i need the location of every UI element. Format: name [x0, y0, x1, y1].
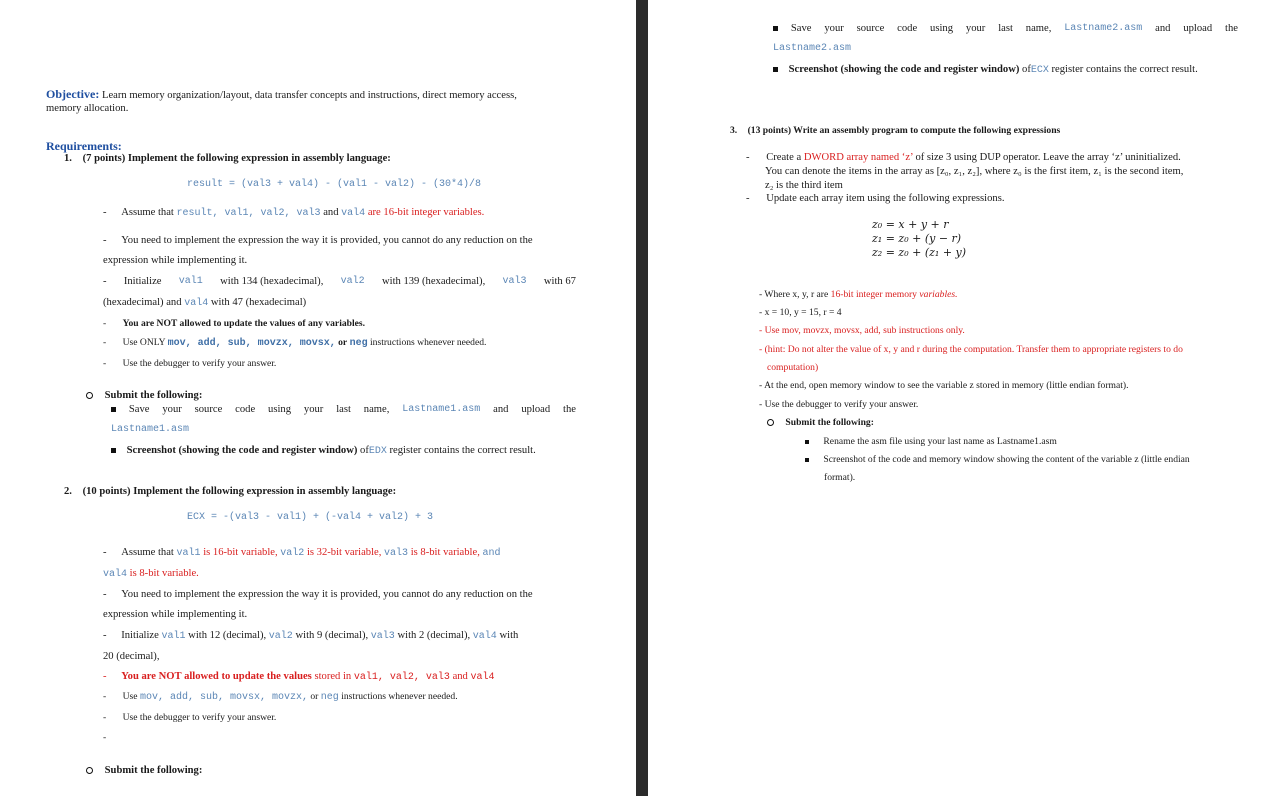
- q3-eq-3: z₂ = z₀ + (z₁ + y): [872, 246, 967, 259]
- q2-b3-t2: with 9 (decimal),: [295, 630, 369, 641]
- q2-expression: ECX = -(val3 - val1) + (-val4 + val2) + 3: [187, 512, 434, 523]
- dash-icon: -: [103, 318, 107, 329]
- q3-title: [730, 125, 1060, 137]
- q1-s1-w4: code: [235, 404, 256, 415]
- q3-bullet-1: [746, 151, 1181, 164]
- q1-b5-post: instructions whenever needed.: [370, 337, 487, 348]
- q2-b4-code: val1, val2, val3: [353, 672, 450, 683]
- q2-b3-t3: with 2 (decimal),: [397, 630, 471, 641]
- q2-bullet-1: [103, 546, 501, 560]
- q1-s1-file: Lastname1.asm: [402, 404, 481, 415]
- q3-s1: Rename the asm file using your last name as Lastname1.asm: [823, 436, 1057, 447]
- q1-s1-w8: name,: [363, 404, 390, 415]
- q1-b3-c2: val2: [340, 276, 365, 287]
- dash-icon: -: [746, 193, 750, 204]
- q2-s2-bold: Screenshot (showing the code and register window): [788, 64, 1020, 75]
- dash-icon: -: [746, 152, 750, 163]
- q1-b1-code2: val4: [341, 208, 366, 219]
- q2-b1-line-2: [103, 567, 199, 581]
- q1-s2-reg: EDX: [368, 446, 387, 457]
- q2-b4-and: and: [452, 671, 468, 682]
- q2-b1-c2: val2: [280, 548, 305, 559]
- q1-s1-w6: your: [303, 404, 324, 415]
- q2-s1-w1: Save: [790, 23, 812, 34]
- dash-icon: -: [103, 732, 107, 743]
- left-page: [0, 0, 636, 796]
- q1-b3-l2a: (hexadecimal) and: [103, 297, 182, 308]
- circle-bullet-icon: [86, 767, 93, 774]
- q2-s1-w5: using: [930, 23, 954, 34]
- circle-bullet-icon: [86, 392, 93, 399]
- objective-line-1: [46, 88, 517, 102]
- q1-bullet-1: [103, 206, 484, 220]
- q3-b1-line-3: z₂ is the third item: [765, 180, 843, 191]
- q1-b6: Use the debugger to verify your answer.: [122, 358, 277, 369]
- q2-s1-w8: name,: [1025, 23, 1052, 34]
- q2-b3-c4: val4: [472, 631, 497, 642]
- q2-s1-w9: and: [1155, 23, 1171, 34]
- q1-s1-w10: upload: [521, 404, 551, 415]
- q1-submit-label: Submit the following:: [104, 390, 203, 401]
- q2-b5-or: or: [310, 691, 319, 702]
- dash-icon: -: [103, 589, 107, 600]
- q2-b1-c3: val3: [384, 548, 409, 559]
- q3-note-4-line-1: - (hint: Do not alter the value of x, y and r during the computation. Transfer them to appropriate registers to do: [759, 344, 1183, 355]
- q1-s1-w3: source: [194, 404, 223, 415]
- q3-eq-1: z₀ = x + y + r: [872, 218, 949, 231]
- q2-b2-line-1: You need to implement the expression the way it is provided, you cannot do any reduction on the: [121, 589, 533, 600]
- q3-submit-heading: [767, 417, 874, 429]
- dash-icon: -: [103, 671, 107, 682]
- q1-b5-code: mov, add, sub, movzx, movsx,: [167, 338, 336, 349]
- requirements-label: Requirements:: [46, 139, 122, 153]
- q1-b3-line-2: [103, 296, 306, 310]
- q2-s1-w11: the: [1225, 23, 1238, 34]
- dash-icon: -: [103, 235, 107, 246]
- q3-note-2: - x = 10, y = 15, r = 4: [759, 307, 842, 318]
- q2-b1-and: and: [482, 548, 501, 559]
- q1-s1-file-2: Lastname1.asm: [111, 424, 190, 435]
- q1-b3-w4: with 67: [543, 276, 576, 287]
- square-bullet-icon: [805, 458, 809, 462]
- q1-bullet-2: [103, 234, 533, 247]
- page-divider: [636, 0, 648, 796]
- q1-s1-w2: your: [162, 404, 182, 415]
- q2-b5-pre: Use: [122, 691, 138, 702]
- q3-submit-label: Submit the following:: [785, 417, 874, 428]
- q1-bullet-3: [103, 275, 576, 288]
- q2-b5-code: mov, add, sub, movsx, movzx,: [139, 692, 308, 703]
- q2-b3-t1: with 12 (decimal),: [188, 630, 267, 641]
- q2-b3-c3: val3: [370, 631, 395, 642]
- q1-bullet-4: [103, 318, 365, 330]
- q1-s2-of: of: [360, 445, 369, 456]
- q1-b3-w1: Initialize: [123, 276, 162, 287]
- q2-b1-c1: val1: [176, 548, 201, 559]
- q1-title: [64, 152, 391, 165]
- q2-s1-w7: last: [998, 23, 1013, 34]
- objective-label: Objective:: [46, 87, 100, 101]
- q2-bullet-3: [103, 629, 518, 643]
- q2-s2-post: register contains the correct result.: [1051, 64, 1198, 75]
- q3-note-4-line-2: computation): [767, 362, 819, 373]
- q1-number: 1.: [64, 153, 72, 164]
- q2-bullet-2: [103, 588, 533, 601]
- square-bullet-icon: [111, 448, 116, 453]
- q2-b3-c2: val2: [268, 631, 293, 642]
- q2-b3-pre: Initialize: [121, 630, 159, 641]
- q1-b1-post: are 16-bit integer variables.: [367, 207, 485, 218]
- q1-b3-w3: with 139 (hexadecimal),: [381, 276, 486, 287]
- square-bullet-icon: [773, 26, 778, 31]
- q1-b1-and: and: [323, 207, 339, 218]
- q2-b1-t1: is 16-bit variable,: [203, 547, 278, 558]
- dash-icon: -: [103, 630, 107, 641]
- q2-b1-pre: Assume that: [121, 547, 174, 558]
- q1-b3-c4: val4: [184, 298, 209, 309]
- q2-title-text: (10 points) Implement the following expression in assembly language:: [82, 486, 397, 497]
- q2-bullet-4: [103, 670, 495, 684]
- q3-n1-italic: variables.: [919, 289, 958, 300]
- q2-bullet-6: [103, 712, 276, 724]
- q1-b5-pre: Use ONLY: [122, 337, 166, 348]
- dash-icon: -: [103, 712, 107, 723]
- q1-b1-code: result, val1, val2, val3: [176, 208, 321, 219]
- q1-b5-or: or: [338, 337, 348, 348]
- q2-bullet-empty: [103, 732, 106, 744]
- dash-icon: -: [103, 337, 107, 348]
- q2-b4-code2: val4: [470, 672, 495, 683]
- q1-s1-w9: and: [493, 404, 509, 415]
- q2-s1-w3: source: [856, 23, 885, 34]
- q2-b4-mid: stored in: [314, 671, 352, 682]
- q1-s2-bold: Screenshot (showing the code and register window): [126, 445, 358, 456]
- q3-s2-line-1: Screenshot of the code and memory window showing the content of the variable z (little endian: [823, 454, 1190, 465]
- dash-icon: -: [103, 207, 107, 218]
- dash-icon: -: [103, 276, 107, 287]
- q2-s2-reg: ECX: [1030, 65, 1049, 76]
- q3-number: 3.: [730, 125, 738, 136]
- q1-submit-item-2: [111, 444, 536, 458]
- q1-b4: You are NOT allowed to update the values of any variables.: [122, 318, 366, 329]
- q2-b5-post: instructions whenever needed.: [341, 691, 458, 702]
- q1-b3-c3: val3: [502, 276, 527, 287]
- square-bullet-icon: [805, 440, 809, 444]
- q2-b3-c1: val1: [161, 631, 186, 642]
- q1-expression: result = (val3 + val4) - (val1 - val2) - (30*4)/8: [187, 179, 482, 190]
- q1-submit-heading: [86, 389, 202, 402]
- q2-number: 2.: [64, 486, 72, 497]
- circle-bullet-icon: [767, 419, 774, 426]
- q1-title-text: (7 points) Implement the following expression in assembly language:: [82, 153, 391, 164]
- dash-icon: -: [103, 358, 107, 369]
- q2-b2-line-2: expression while implementing it.: [103, 609, 248, 620]
- dash-icon: -: [103, 547, 107, 558]
- q3-n1-pre: - Where x, y, r are: [759, 289, 829, 300]
- q1-b5-neg: neg: [349, 338, 368, 349]
- q1-s1-w1: Save: [128, 404, 150, 415]
- q2-title: [64, 485, 396, 498]
- square-bullet-icon: [773, 67, 778, 72]
- q2-b1-t2: is 32-bit variable,: [306, 547, 382, 558]
- q2-b3-t4: with: [499, 630, 519, 641]
- q1-b3-w2: with 134 (hexadecimal),: [220, 276, 324, 287]
- q2-b6: Use the debugger to verify your answer.: [122, 712, 277, 723]
- dash-icon: -: [103, 691, 107, 702]
- q3-title-text: (13 points) Write an assembly program to compute the following expressions: [747, 125, 1061, 136]
- q2-s1-w4: code: [897, 23, 918, 34]
- q3-submit-item-1: [805, 436, 1057, 448]
- q2-b5-neg: neg: [320, 692, 339, 703]
- q2-b4-bold: You are NOT allowed to update the values: [121, 671, 312, 682]
- q1-bullet-6: [103, 358, 276, 370]
- objective-text-2: memory allocation.: [46, 103, 129, 114]
- q3-note-1: [759, 289, 958, 301]
- q2-b1-c4: val4: [103, 569, 128, 580]
- q2-submit-item-1: [773, 22, 1238, 35]
- q1-s1-w11: the: [563, 404, 576, 415]
- q3-eq-2: z₁ = z₀ + (y − r): [872, 232, 962, 245]
- q3-s2-line-2: format).: [824, 472, 856, 483]
- q1-b2-line-2: expression while implementing it.: [103, 255, 248, 266]
- q3-b1-post: of size 3 using DUP operator. Leave the array ‘z’ uninitialized.: [915, 152, 1181, 163]
- q1-b3-c1: val1: [178, 276, 203, 287]
- q2-s1-w6: your: [965, 23, 986, 34]
- right-page: [648, 0, 1274, 796]
- q3-note-3: - Use mov, movzx, movsx, add, sub instructions only.: [759, 325, 965, 336]
- q2-submit-heading: [86, 764, 202, 777]
- square-bullet-icon: [111, 407, 116, 412]
- q1-s1-w7: last: [336, 404, 351, 415]
- q1-s1-w5: using: [268, 404, 292, 415]
- q3-b2: Update each array item using the following expressions.: [766, 193, 1005, 204]
- q1-b1-pre: Assume that: [121, 207, 174, 218]
- q1-b2-line-1: You need to implement the expression the way it is provided, you cannot do any reduction on the: [121, 235, 533, 246]
- q2-submit-item-2: [773, 63, 1198, 77]
- q3-bullet-2: [746, 192, 1004, 205]
- q2-bullet-5: [103, 691, 458, 704]
- q2-s1-file: Lastname2.asm: [1064, 23, 1143, 34]
- q2-submit-label: Submit the following:: [104, 765, 203, 776]
- q3-b1-line-2: You can denote the items in the array as [z₀, z₁, z₂], where z₀ is the first item, z₁ is the second item,: [765, 166, 1184, 177]
- q3-b1-pre: Create a: [766, 152, 802, 163]
- q2-b1-t4: is 8-bit variable.: [129, 568, 199, 579]
- q2-s2-of: of: [1022, 64, 1031, 75]
- q2-s1-w2: your: [824, 23, 844, 34]
- q3-submit-item-2: [805, 454, 1190, 466]
- q1-b3-l2b: with 47 (hexadecimal): [210, 297, 307, 308]
- q1-bullet-5: [103, 337, 486, 350]
- q2-s1-file-2: Lastname2.asm: [773, 43, 852, 54]
- q3-n1-red: 16-bit integer memory: [830, 289, 917, 300]
- q3-note-5: - At the end, open memory window to see the variable z stored in memory (little endian format).: [759, 380, 1129, 391]
- q2-b1-t3: is 8-bit variable,: [410, 547, 480, 558]
- q2-b3-line-2: 20 (decimal),: [103, 651, 160, 662]
- q1-s2-post: register contains the correct result.: [389, 445, 536, 456]
- q3-note-6: - Use the debugger to verify your answer.: [759, 399, 919, 410]
- objective-text-1: Learn memory organization/layout, data transfer concepts and instructions, direct memory access,: [101, 90, 517, 101]
- q1-submit-item-1: [111, 403, 576, 416]
- q3-b1-red: DWORD array named ‘z’: [803, 152, 913, 163]
- q2-s1-w10: upload: [1183, 23, 1213, 34]
